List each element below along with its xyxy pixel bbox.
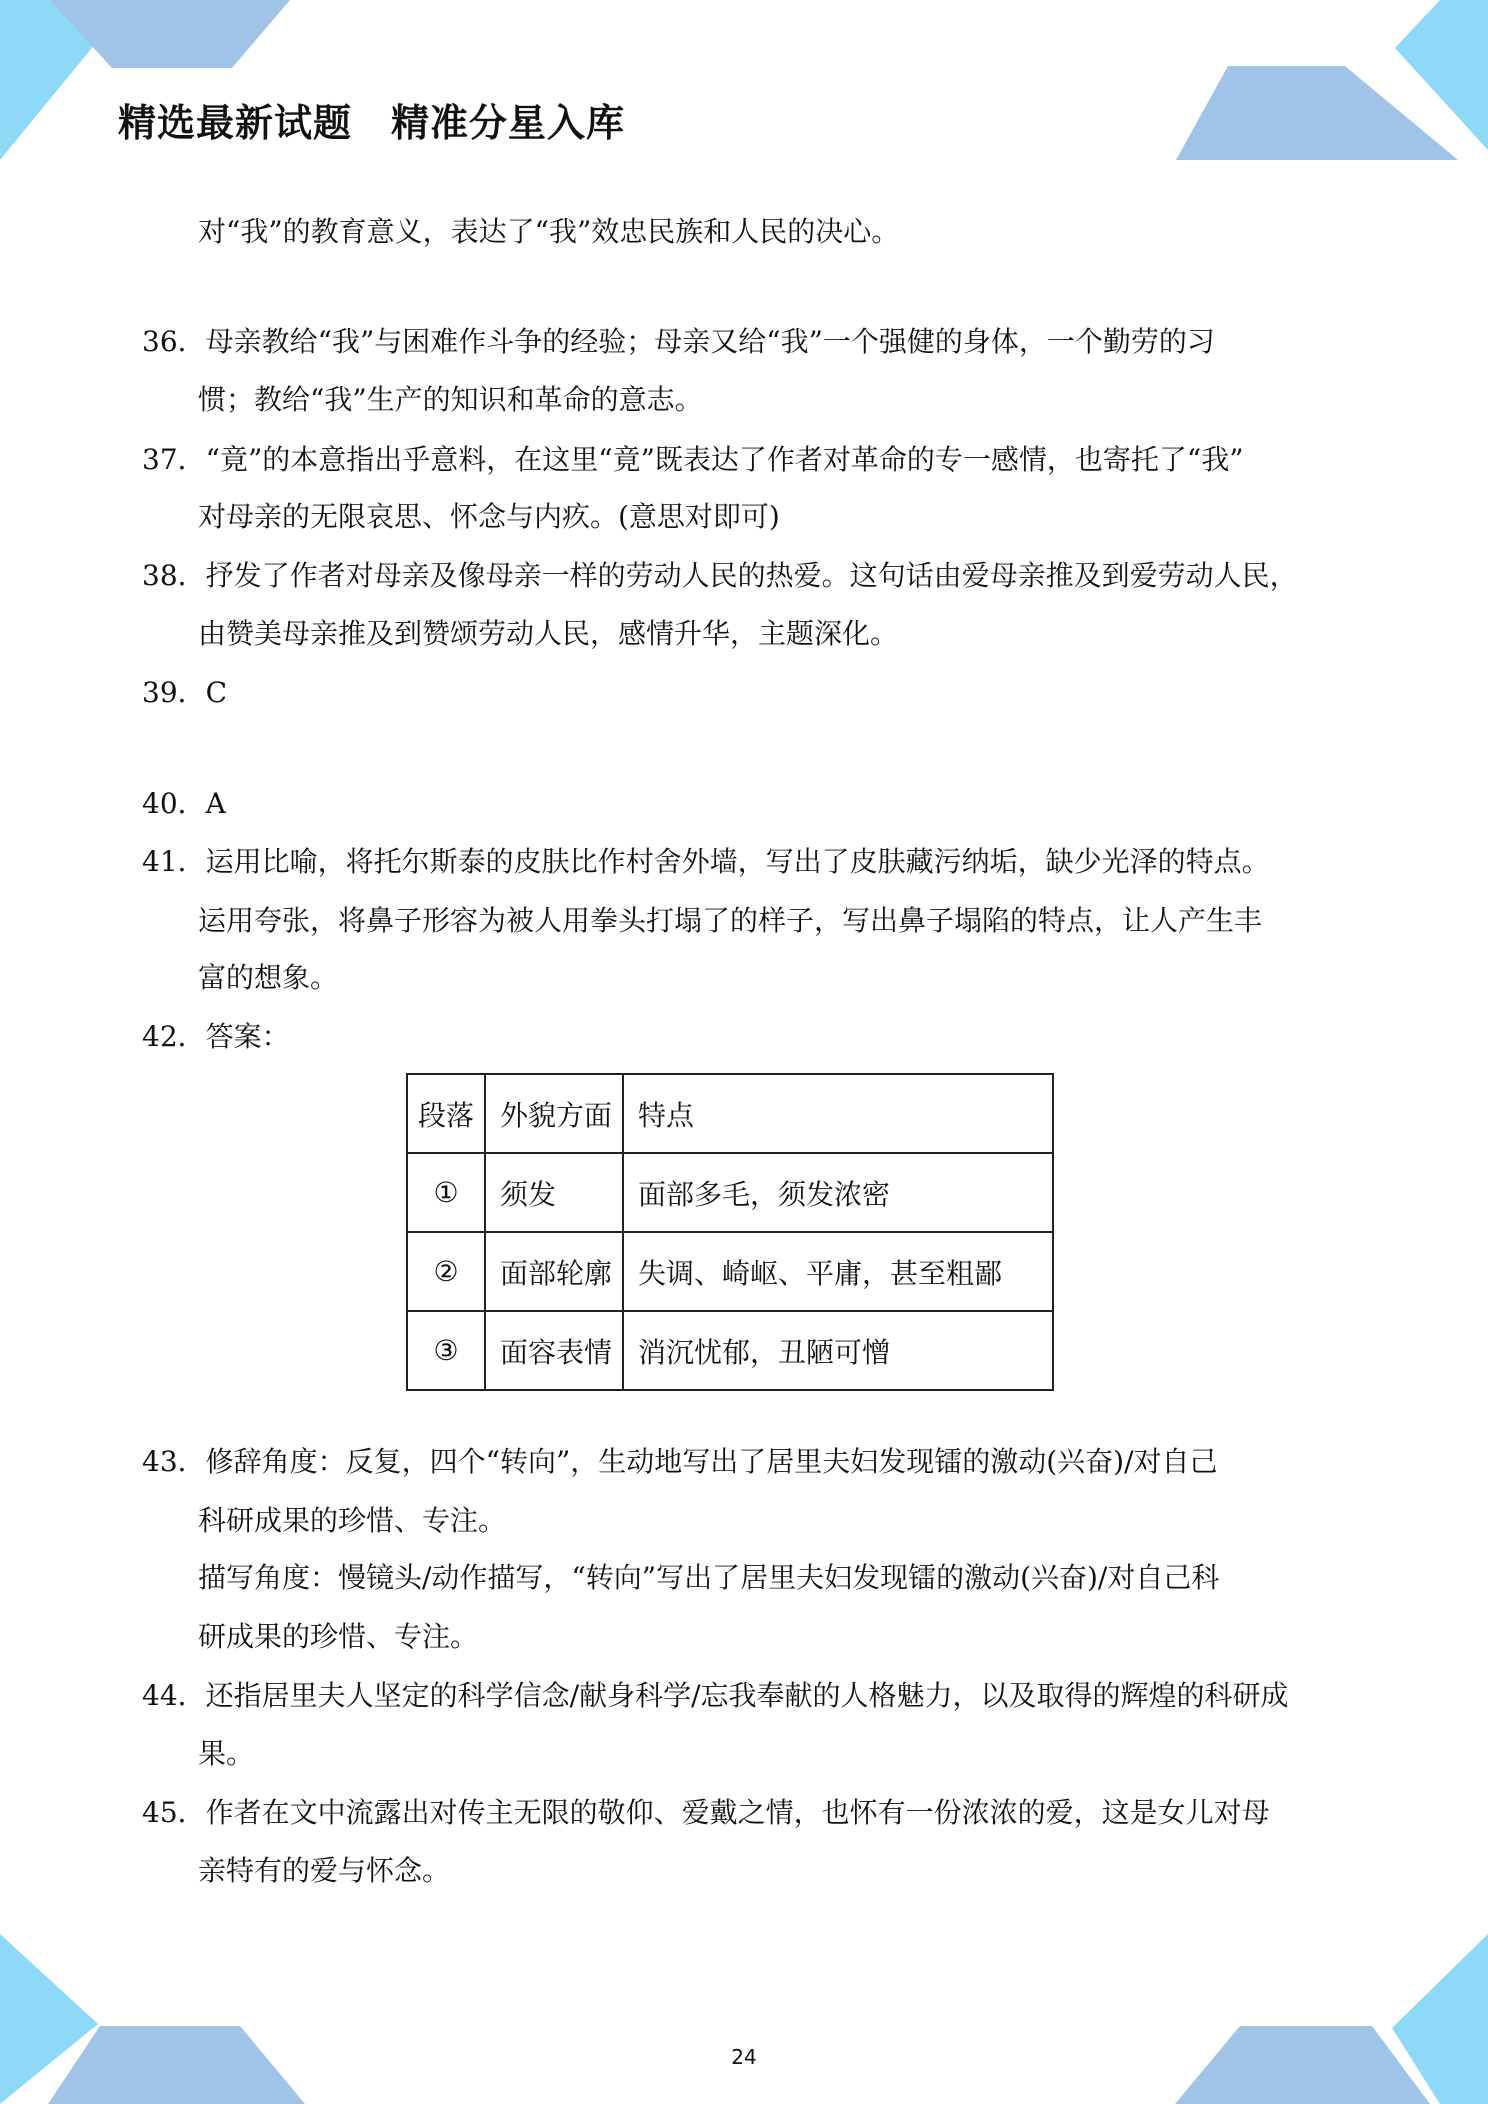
answer-43-line4: 研成果的珍惜、专注。 [198,1620,479,1653]
text-line: 对“我”的教育意义，表达了“我”效忠民族和人民的决心。 [198,215,900,248]
table-cell: 消沉忧郁，丑陋可憎 [623,1311,1053,1390]
table-header-cell: 段落 [407,1074,485,1153]
footer-decoration [0,1934,1488,2104]
page-number: 24 [731,2045,757,2069]
table-cell: 面部轮廓 [485,1232,623,1311]
decor-top-right-dark [1176,66,1458,160]
table-header-cell: 特点 [623,1074,1053,1153]
answer-40: 40．A [142,787,226,820]
table-header-cell: 外貌方面 [485,1074,623,1153]
decor-top-left-dark [50,0,290,68]
answer-44-line1: 44．还指居里夫人坚定的科学信念/献身科学/忘我奉献的人格魅力，以及取得的辉煌的科研成 [142,1679,1289,1712]
answer-36-line1: 36．母亲教给“我”与困难作斗争的经验；母亲又给“我”一个强健的身体，一个勤劳的习 [142,325,1215,358]
table-cell: 失调、崎岖、平庸，甚至粗鄙 [623,1232,1053,1311]
answer-36-line2: 惯；教给“我”生产的知识和革命的意志。 [198,383,703,416]
table-cell: 面容表情 [485,1311,623,1390]
table-row [407,1311,1053,1390]
answer-41-line2: 运用夸张，将鼻子形容为被人用拳头打塌了的样子，写出鼻子塌陷的特点，让人产生丰 [198,904,1263,937]
answer-45-line2: 亲特有的爱与怀念。 [198,1854,451,1887]
table-row [407,1232,1053,1311]
answer-38-line1: 38．抒发了作者对母亲及像母亲一样的劳动人民的热爱。这句话由爱母亲推及到爱劳动人民， [142,559,1298,592]
table-cell: ① [407,1153,485,1232]
answer-41-line3: 富的想象。 [198,961,339,994]
answer-45-line1: 45．作者在文中流露出对传主无限的敬仰、爱戴之情，也怀有一份浓浓的爱，这是女儿对母 [142,1796,1270,1829]
answer-39: 39．C [142,676,228,709]
answer-43-line1: 43．修辞角度：反复，四个“转向”，生动地写出了居里夫妇发现镭的激动(兴奋)/对自己 [142,1445,1218,1478]
answer-44-line2: 果。 [198,1737,255,1770]
table-row [407,1153,1053,1232]
answer-37-line2: 对母亲的无限哀思、怀念与内疚。(意思对即可) [198,500,780,533]
table-cell: 面部多毛，须发浓密 [623,1153,1053,1232]
answer-41-line1: 41．运用比喻，将托尔斯泰的皮肤比作村舍外墙，写出了皮肤藏污纳垢，缺少光泽的特点。 [142,845,1270,878]
answer-38-line2: 由赞美母亲推及到赞颂劳动人民，感情升华，主题深化。 [198,617,899,650]
answer-37-line1: 37．“竟”的本意指出乎意料，在这里“竟”既表达了作者对革命的专一感情，也寄托了“我” [142,443,1244,476]
answer-43-line3: 描写角度：慢镜头/动作描写，“转向”写出了居里夫妇发现镭的激动(兴奋)/对自己科 [198,1561,1220,1594]
table-cell: ② [407,1232,485,1311]
table-cell: ③ [407,1311,485,1390]
page-header-title: 精选最新试题 精准分星入库 [118,101,626,145]
table-header-row [407,1074,1053,1153]
answer-43-line2: 科研成果的珍惜、专注。 [198,1504,507,1537]
answer-42: 42．答案： [142,1020,290,1053]
answer-table [406,1073,1054,1391]
table-cell: 须发 [485,1153,623,1232]
